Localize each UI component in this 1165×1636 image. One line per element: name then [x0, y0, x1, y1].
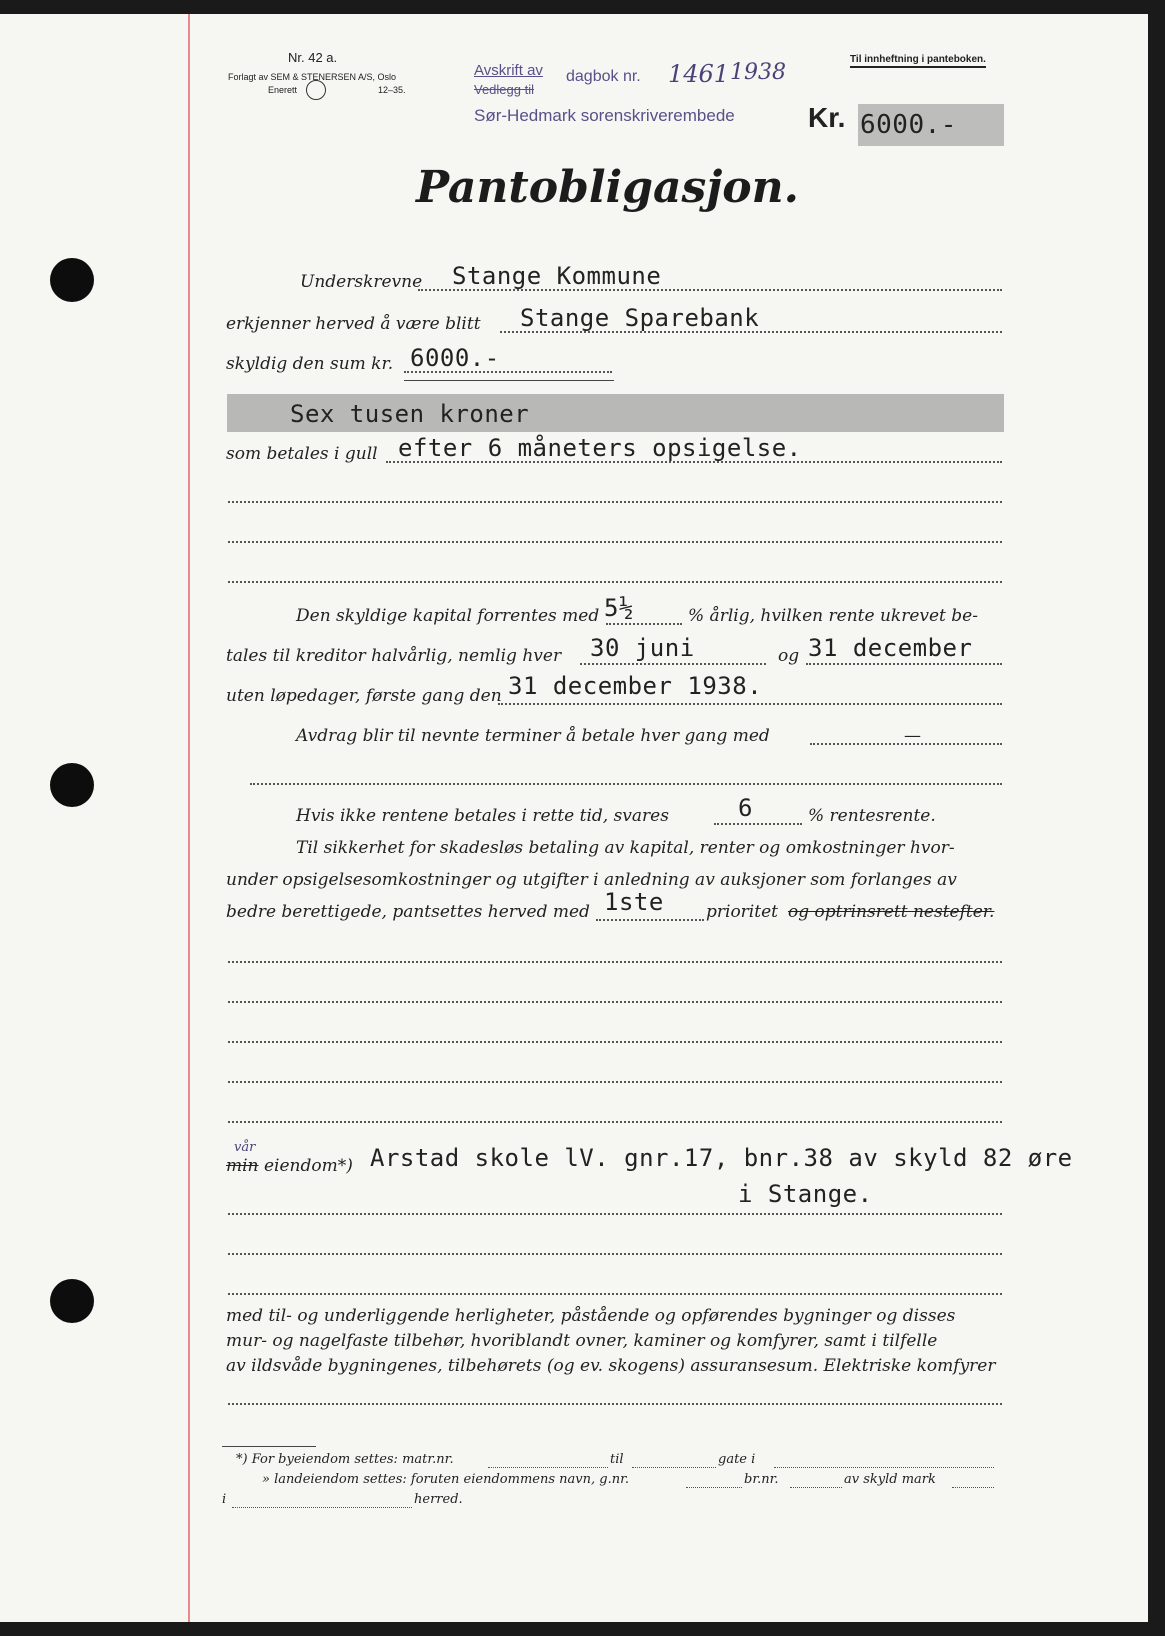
punch-hole-middle	[50, 763, 94, 807]
interest-dotted-line	[606, 623, 682, 625]
first-time-value: 31 december 1938.	[508, 672, 763, 700]
blank-line-1	[228, 501, 1002, 503]
installment-label: Avdrag blir til nevnte terminer å betale hver gang med	[296, 726, 770, 746]
dagbok-year: 1938	[730, 60, 786, 85]
stamp-office: Sør-Hedmark sorenskriverembede	[474, 106, 735, 125]
late-interest-dotted-line	[714, 823, 802, 825]
footnote-line-3-i: i	[222, 1492, 227, 1507]
interest-suffix: % årlig, hvilken rente ukrevet be-	[688, 606, 978, 626]
security-line-1: Til sikkerhet for skadesløs betaling av kapital, renter og omkostninger hvor-	[296, 838, 955, 858]
security-line-2: under opsigelsesomkostninger og utgifter i anledning av auksjoner som forlanges av	[226, 870, 957, 890]
struck-optrinsrett: og optrinsrett nestefter.	[788, 902, 995, 922]
first-time-label: uten løpedager, første gang den	[226, 686, 502, 706]
late-interest-suffix: % rentesrente.	[808, 806, 936, 826]
security-line-3: bedre berettigede, pantsettes herved med	[226, 902, 590, 922]
blank-line-4	[250, 783, 1002, 785]
footnote-line-1-prefix: *) For byeiendom settes: matr.nr.	[236, 1452, 454, 1467]
date-one: 30 juni	[590, 634, 695, 662]
footnote-matrnr-dots	[488, 1467, 608, 1468]
binding-note: Til innheftning i panteboken.	[850, 54, 986, 68]
late-interest-prefix: Hvis ikke rentene betales i rette tid, svares	[296, 806, 669, 826]
publisher-date: 12–35.	[378, 85, 406, 95]
footnote-til: til	[610, 1452, 624, 1467]
footnote-line-2-prefix: » landeiendom settes: foruten eiendommens navn, g.nr.	[262, 1472, 629, 1487]
publisher-seal-icon	[306, 80, 326, 100]
form-number: Nr. 42 a.	[288, 50, 338, 65]
property-owner-hand: vår	[234, 1140, 256, 1155]
sum-in-words: Sex tusen kroner	[290, 400, 530, 428]
payable-label: som betales i gull	[226, 444, 378, 464]
stamp-dagbok: dagbok nr.	[566, 68, 641, 85]
property-line-1: Arstad skole lV. gnr.17, bnr.38 av skyld 82 øre	[370, 1144, 1073, 1172]
blank-line-3	[228, 581, 1002, 583]
date-two-dotted-line	[806, 663, 1002, 665]
footnote-brnr-dots	[790, 1487, 842, 1488]
footnote-til-dots	[632, 1467, 716, 1468]
owing-label: skyldig den sum kr.	[226, 354, 394, 374]
undersigned-label: Underskrevne	[300, 272, 423, 292]
appurtenance-line-3: av ildsvåde bygningenes, tilbehørets (og ev. skogens) assuransesum. Elektriske komfyrer	[226, 1356, 996, 1376]
kr-label: Kr.	[808, 102, 846, 133]
installment-value: —	[904, 726, 921, 746]
blank-line-9	[228, 1121, 1002, 1123]
halfyear-prefix: tales til kreditor halvårlig, nemlig hver	[226, 646, 562, 666]
and-label: og	[778, 646, 800, 666]
priority-label: prioritet	[706, 902, 778, 922]
appurtenance-line-2: mur- og nagelfaste tilbehør, hvoriblandt ovner, kaminer og komfyrer, samt i tilfelle	[226, 1331, 938, 1351]
blank-line-10	[228, 1213, 1002, 1215]
kr-amount: 6000.-	[860, 110, 957, 140]
blank-line-5	[228, 961, 1002, 963]
payable-value: efter 6 måneters opsigelse.	[398, 434, 802, 462]
blank-line-7	[228, 1041, 1002, 1043]
footnote-skyld-dots	[952, 1487, 994, 1488]
blank-line-11	[228, 1253, 1002, 1255]
blank-line-6	[228, 1001, 1002, 1003]
undersigned-value: Stange Kommune	[452, 262, 662, 290]
property-owner-struck: min	[226, 1156, 259, 1176]
interest-prefix: Den skyldige kapital forrentes med	[296, 606, 600, 626]
footnote-herred-dots	[232, 1507, 412, 1508]
stamp-copy-of: Avskrift av	[474, 62, 543, 79]
footnote-skyld: av skyld mark	[844, 1472, 936, 1487]
stamp-attachment: Vedlegg til	[474, 82, 534, 97]
footnote-brnr: br.nr.	[744, 1472, 779, 1487]
footnote-gate-dots	[774, 1467, 994, 1468]
acknowledges-label: erkjenner herved å være blitt	[226, 314, 481, 334]
priority-dotted-line	[596, 919, 704, 921]
appurtenance-line-1: med til- og underliggende herligheter, påstående og opførendes bygninger og disses	[226, 1306, 956, 1326]
punch-hole-bottom	[50, 1279, 94, 1323]
property-label: eiendom*)	[264, 1156, 353, 1176]
creditor-value: Stange Sparebank	[520, 304, 760, 332]
sum-value: 6000.-	[410, 344, 500, 372]
document-title: Pantobligasjon.	[416, 162, 799, 213]
date-two: 31 december	[808, 634, 973, 662]
dagbok-number: 1461	[668, 60, 730, 88]
sum-underline	[404, 380, 614, 381]
interest-rate: 5½	[604, 594, 634, 622]
margin-rule	[188, 14, 190, 1622]
document-page	[0, 14, 1148, 1622]
footnote-separator	[222, 1446, 316, 1447]
punch-hole-top	[50, 258, 94, 302]
date-one-dotted-line	[580, 663, 766, 665]
publisher-line: Forlagt av SEM & STENERSEN A/S, Oslo	[228, 72, 397, 82]
blank-line-12	[228, 1293, 1002, 1295]
blank-line-13	[228, 1403, 1002, 1405]
blank-line-2	[228, 541, 1002, 543]
publisher-rights: Enerett	[268, 85, 298, 95]
first-time-dotted-line	[498, 703, 1002, 705]
property-line-2: i Stange.	[738, 1180, 873, 1208]
priority-value: 1ste	[604, 888, 664, 916]
footnote-herred: herred.	[414, 1492, 463, 1507]
blank-line-8	[228, 1081, 1002, 1083]
footnote-gnr-dots	[686, 1487, 742, 1488]
late-interest-value: 6	[738, 794, 753, 822]
footnote-gate: gate i	[718, 1452, 756, 1467]
